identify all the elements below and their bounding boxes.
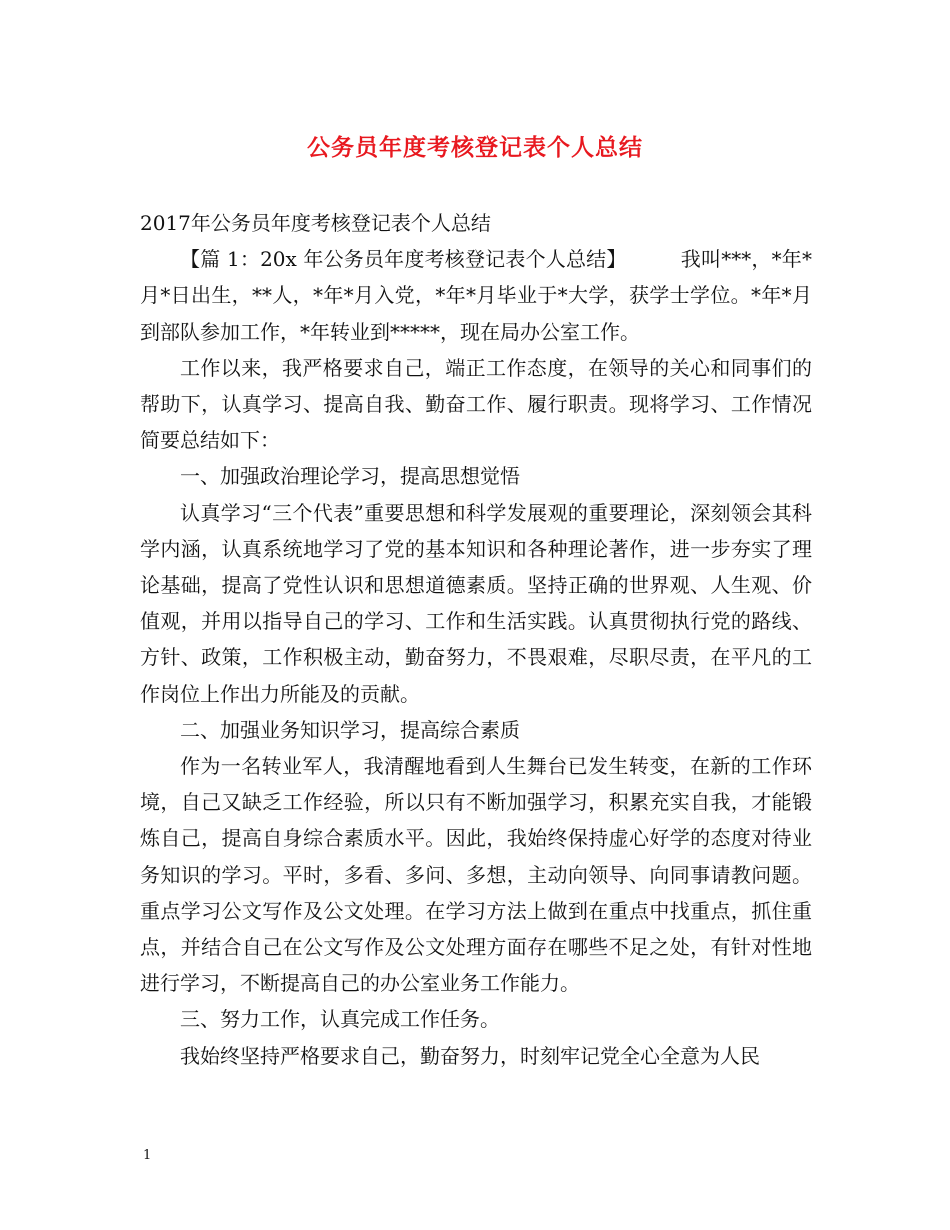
part-heading: 【篇 1：20x 年公务员年度考核登记表个人总结】: [180, 247, 627, 272]
section-3-heading: 三、努力工作，认真完成工作任务。: [180, 1007, 500, 1032]
section-3-body: 我始终坚持严格要求自己，勤奋努力，时刻牢记党全心全意为人民: [180, 1043, 760, 1068]
intro-text: 我叫***，*年*月*日出生，**人，*年*月入党，*年*月毕业于*大学，获学士学位。*年*月到部队参加工作，*年转业到*****，现在局办公室工作。: [140, 247, 813, 344]
section-1-body: 认真学习“三个代表”重要思想和科学发展观的重要理论，深刻领会其科学内涵，认真系统地学习了党的基本知识和各种理论著作，进一步夯实了理论基础，提高了党性认识和思想道德素质。坚持正确的世界观、人生观、价值观，并用以指导自己的学习、工作和生活实践。认真贯彻执行党的路线、方针、政策，工作积极主动，勤奋努力，不畏艰难，尽职尽责，在平凡的工作岗位上作出力所能及的贡献。: [140, 500, 812, 706]
intro-paragraph: [140, 241, 812, 350]
section-1-heading: 一、加强政治理论学习，提高思想觉悟: [180, 464, 520, 489]
document-title: 公务员年度考核登记表个人总结: [307, 134, 643, 161]
document-subtitle: 2017年公务员年度考核登记表个人总结: [140, 211, 491, 235]
section-2-heading: 二、加强业务知识学习，提高综合素质: [180, 717, 520, 742]
page-number: 1: [143, 1148, 152, 1163]
section-2-body: 作为一名转业军人，我清醒地看到人生舞台已发生转变，在新的工作环境，自己又缺乏工作经验，所以只有不断加强学习，积累充实自我，才能锻炼自己，提高自身综合素质水平。因此，我始终保持虚心好学的态度对待业务知识的学习。平时，多看、多问、多想，主动向领导、向同事请教问题。重点学习公文写作及公文处理。在学习方法上做到在重点中找重点，抓住重点，并结合自己在公文写作及公文处理方面存在哪些不足之处，有针对性地进行学习，不断提高自己的办公室业务工作能力。: [140, 754, 812, 996]
document-body: [140, 205, 812, 1074]
work-overview-paragraph: 工作以来，我严格要求自己，端正工作态度，在领导的关心和同事们的帮助下，认真学习、提高自我、勤奋工作、履行职责。现将学习、工作情况简要总结如下：: [140, 355, 812, 453]
